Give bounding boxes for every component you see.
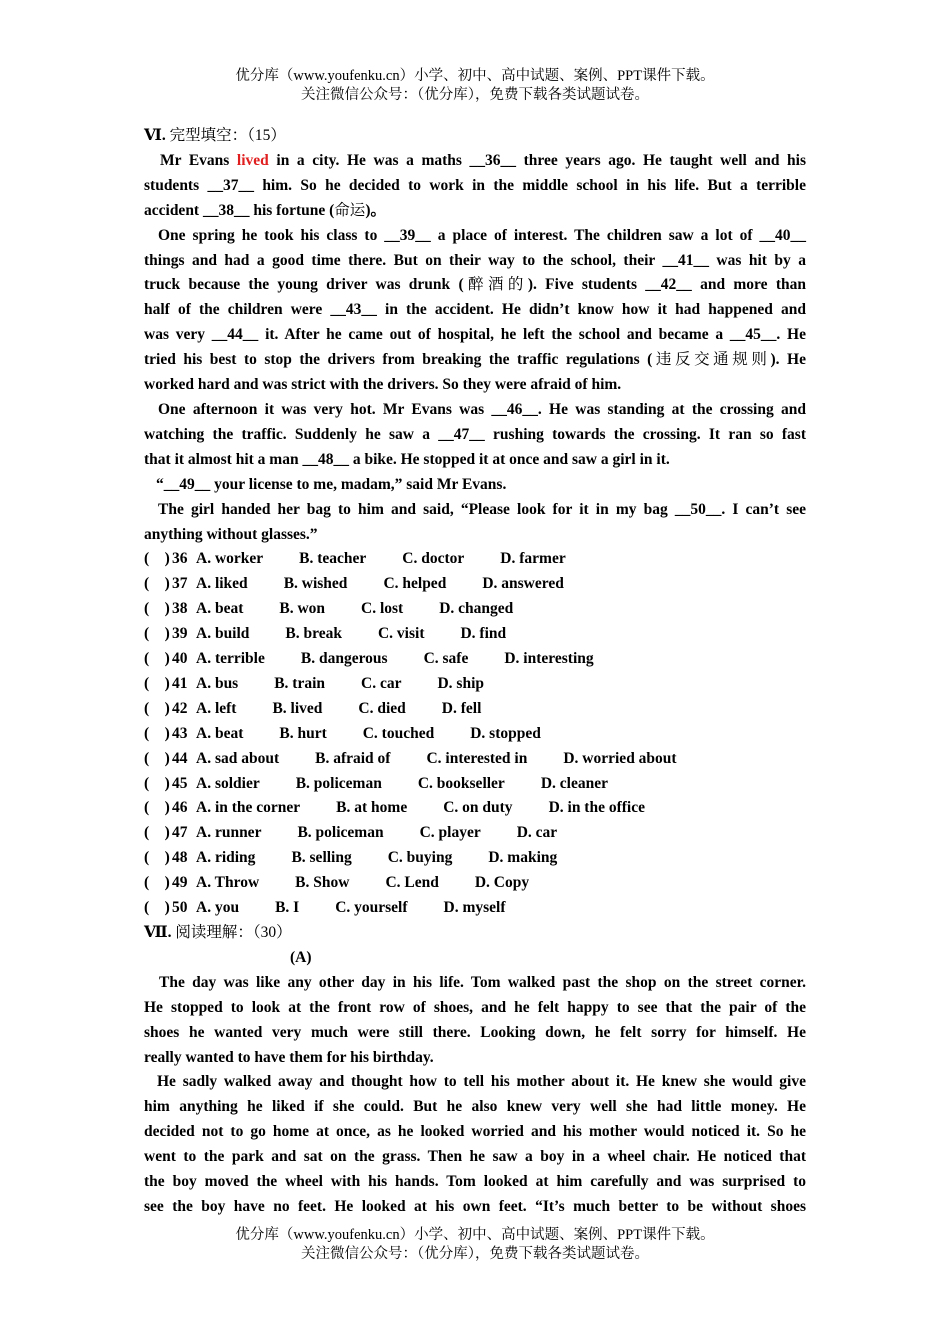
option-b: B. teacher	[299, 550, 367, 568]
question-row	[144, 821, 806, 846]
page-header	[0, 67, 950, 105]
answer-bracket[interactable]: ( )	[144, 625, 170, 643]
option-d: D. changed	[439, 600, 514, 618]
option-a: A. in the corner	[196, 799, 301, 817]
option-b: B. dangerous	[300, 650, 388, 668]
question-row	[144, 647, 806, 672]
section-7-title: 阅读理解：（30）	[175, 924, 292, 941]
option-d: D. myself	[443, 899, 506, 917]
option-d: D. fell	[441, 699, 482, 717]
footer-line-2: 关注微信公众号：（优分库），免费下载各类试题试卷。	[301, 1246, 649, 1262]
option-a: A. soldier	[196, 774, 260, 792]
option-c: C. Lend	[385, 874, 439, 892]
question-row	[144, 772, 806, 797]
text-line: He stopped to look at the front row of shoes, and he felt happy to see that the pair of the	[144, 998, 806, 1016]
document-body	[144, 124, 806, 1220]
option-b: B. afraid of	[315, 749, 391, 767]
text-line: tried his best to stop the drivers from breaking the traffic regulations (违反交通规则). He	[144, 351, 806, 369]
question-number: 38	[172, 600, 188, 618]
question-number: 42	[172, 699, 188, 717]
option-c: C. buying	[387, 849, 453, 867]
option-d: D. farmer	[500, 550, 566, 568]
option-d: D. stopped	[470, 724, 541, 742]
text-line: him anything he liked if she could. But he also knew very well she had little money. He	[144, 1098, 806, 1116]
option-d: D. interesting	[504, 650, 594, 668]
question-number: 39	[172, 625, 188, 643]
text-line: One afternoon it was very hot. Mr Evans was __46__. He was standing at the crossing and	[158, 400, 806, 418]
section-7-heading	[144, 921, 806, 946]
question-row	[144, 747, 806, 772]
answer-bracket[interactable]: ( )	[144, 874, 170, 892]
question-list	[144, 547, 806, 921]
option-b: B. wished	[283, 575, 348, 593]
text-line: decided not to go home at once, as he looked worried and his mother would noticed it. So he	[144, 1123, 806, 1141]
cloze-paragraph-5	[144, 498, 806, 548]
option-d: D. making	[488, 849, 558, 867]
question-number: 44	[172, 749, 188, 767]
reading-paragraph-1	[144, 971, 806, 1071]
option-a: A. Throw	[196, 874, 260, 892]
question-number: 50	[172, 899, 188, 917]
cloze-paragraph-3	[144, 398, 806, 473]
text-line: accident __38__ his fortune (命运)。	[144, 201, 386, 219]
option-a: A. runner	[196, 824, 262, 842]
option-b: B. policeman	[295, 774, 382, 792]
option-c: C. player	[419, 824, 481, 842]
answer-bracket[interactable]: ( )	[144, 674, 170, 692]
text-line: He sadly walked away and thought how to tell his mother about it. He knew she would give	[157, 1073, 806, 1091]
option-d: D. worried about	[563, 749, 677, 767]
question-number: 49	[172, 874, 188, 892]
answer-bracket[interactable]: ( )	[144, 799, 170, 817]
cloze-paragraph-4: “__49__ your license to me, madam,” said Mr Evans.	[156, 475, 507, 493]
question-number: 46	[172, 799, 188, 817]
answer-bracket[interactable]: ( )	[144, 749, 170, 767]
option-a: A. beat	[196, 600, 244, 618]
question-row	[144, 672, 806, 697]
option-b: B. at home	[336, 799, 408, 817]
option-d: D. find	[460, 625, 507, 643]
text-line: worked hard and was strict with the drivers. So they were afraid of him.	[144, 376, 622, 394]
passage-label: (A)	[290, 948, 312, 966]
option-c: C. interested in	[426, 749, 528, 767]
option-d: D. ship	[437, 674, 485, 692]
question-row	[144, 547, 806, 572]
header-line-2: 关注微信公众号：（优分库），免费下载各类试题试卷。	[301, 87, 649, 103]
option-d: D. car	[516, 824, 558, 842]
page-footer	[0, 1226, 950, 1264]
option-c: C. touched	[362, 724, 435, 742]
text-line: truck because the young driver was drunk (醉酒的). Five students __42__ and more than	[144, 276, 806, 294]
question-row	[144, 796, 806, 821]
text-line: half of the children were __43__ in the accident. He didn’t know how it had happened and	[144, 301, 806, 319]
text-line: The day was like any other day in his life. Tom walked past the shop on the street corner.	[159, 973, 806, 991]
option-a: A. beat	[196, 724, 244, 742]
question-number: 40	[172, 650, 188, 668]
header-line-1: 优分库（www.youfenku.cn）小学、初中、高中试题、案例、PPT课件下载。	[235, 68, 715, 84]
text-line: One spring he took his class to __39__ a place of interest. The children saw a lot of __40__	[158, 226, 806, 244]
option-c: C. bookseller	[417, 774, 505, 792]
answer-bracket[interactable]: ( )	[144, 650, 170, 668]
question-row	[144, 846, 806, 871]
option-b: B. I	[275, 899, 300, 917]
option-c: C. doctor	[402, 550, 465, 568]
option-c: C. car	[361, 674, 402, 692]
option-a: A. you	[196, 899, 240, 917]
option-d: D. answered	[482, 575, 564, 593]
option-d: D. in the office	[548, 799, 645, 817]
cloze-paragraph-1	[144, 149, 806, 224]
option-a: A. worker	[196, 550, 264, 568]
highlighted-word: lived	[236, 151, 269, 169]
text-line: things and had a good time there. But on their way to the school, their __41__ was hit by a	[144, 251, 806, 269]
option-b: B. hurt	[279, 724, 327, 742]
answer-bracket[interactable]: ( )	[144, 699, 170, 717]
text-line: Mr Evans lived in a city. He was a maths __36__ three years ago. He taught well and his	[160, 151, 806, 169]
text-line: see the boy have no feet. He looked at his own feet. “It’s much better to be without shoes	[144, 1197, 806, 1215]
answer-bracket[interactable]: ( )	[144, 575, 170, 593]
text-line: shoes he wanted very much were still there. Looking down, he felt sorry for himself. He	[144, 1023, 806, 1041]
question-row	[144, 597, 806, 622]
option-c: C. on duty	[443, 799, 513, 817]
question-number: 41	[172, 674, 188, 692]
option-d: D. Copy	[474, 874, 530, 892]
footer-line-1: 优分库（www.youfenku.cn）小学、初中、高中试题、案例、PPT课件下载。	[235, 1227, 715, 1243]
question-number: 37	[172, 575, 188, 593]
section-7-number: Ⅶ.	[144, 924, 172, 941]
option-a: A. liked	[196, 575, 248, 593]
option-b: B. selling	[291, 849, 352, 867]
question-row	[144, 622, 806, 647]
section-6-heading	[144, 124, 806, 149]
answer-bracket[interactable]: ( )	[144, 899, 170, 917]
option-b: B. break	[285, 625, 342, 643]
option-b: B. policeman	[297, 824, 384, 842]
option-a: A. build	[196, 625, 250, 643]
text-line: was very __44__ it. After he came out of hospital, he left the school and became a __45__. He	[144, 326, 806, 344]
question-row	[144, 697, 806, 722]
question-number: 48	[172, 849, 188, 867]
text-line: really wanted to have them for his birthday.	[144, 1048, 434, 1066]
text-line: that it almost hit a man __48__ a bike. He stopped it at once and saw a girl in it.	[144, 450, 670, 468]
question-number: 45	[172, 774, 188, 792]
text-line: watching the traffic. Suddenly he saw a __47__ rushing towards the crossing. It ran so fast	[144, 425, 806, 443]
option-a: A. riding	[196, 849, 256, 867]
option-c: C. yourself	[335, 899, 408, 917]
option-a: A. bus	[196, 674, 239, 692]
text-line: went to the park and sat on the grass. Then he saw a boy in a wheel chair. He noticed that	[144, 1148, 806, 1166]
text-line: the boy moved the wheel with his hands. Tom looked at him carefully and was surprised to	[144, 1173, 806, 1191]
option-c: C. helped	[383, 575, 447, 593]
question-row	[144, 896, 806, 921]
question-number: 47	[172, 824, 188, 842]
answer-bracket[interactable]: ( )	[144, 724, 170, 742]
section-6-title: 完型填空：（15）	[169, 127, 286, 144]
answer-bracket[interactable]: ( )	[144, 849, 170, 867]
option-c: C. visit	[377, 625, 425, 643]
reading-paragraph-2	[144, 1070, 806, 1219]
question-row	[144, 722, 806, 747]
option-b: B. won	[279, 600, 326, 618]
text-line: anything without glasses.”	[144, 525, 318, 543]
option-c: C. safe	[423, 650, 469, 668]
option-a: A. terrible	[196, 650, 265, 668]
text-line: students __37__ him. So he decided to work in the middle school in his life. But a terrible	[144, 176, 806, 194]
option-c: C. lost	[361, 600, 404, 618]
option-b: B. lived	[272, 699, 323, 717]
question-row	[144, 871, 806, 896]
answer-bracket[interactable]: ( )	[144, 824, 170, 842]
option-b: B. Show	[295, 874, 350, 892]
question-number: 43	[172, 724, 188, 742]
option-b: B. train	[274, 674, 326, 692]
option-c: C. died	[358, 699, 406, 717]
answer-bracket[interactable]: ( )	[144, 550, 170, 568]
question-row	[144, 572, 806, 597]
question-number: 36	[172, 550, 188, 568]
answer-bracket[interactable]: ( )	[144, 600, 170, 618]
text-line: The girl handed her bag to him and said, “Please look for it in my bag __50__. I can’t see	[158, 500, 806, 518]
option-a: A. left	[196, 699, 237, 717]
option-d: D. cleaner	[540, 774, 608, 792]
option-a: A. sad about	[196, 749, 280, 767]
cloze-paragraph-2	[144, 224, 806, 398]
section-6-number: Ⅵ.	[144, 127, 166, 144]
answer-bracket[interactable]: ( )	[144, 774, 170, 792]
